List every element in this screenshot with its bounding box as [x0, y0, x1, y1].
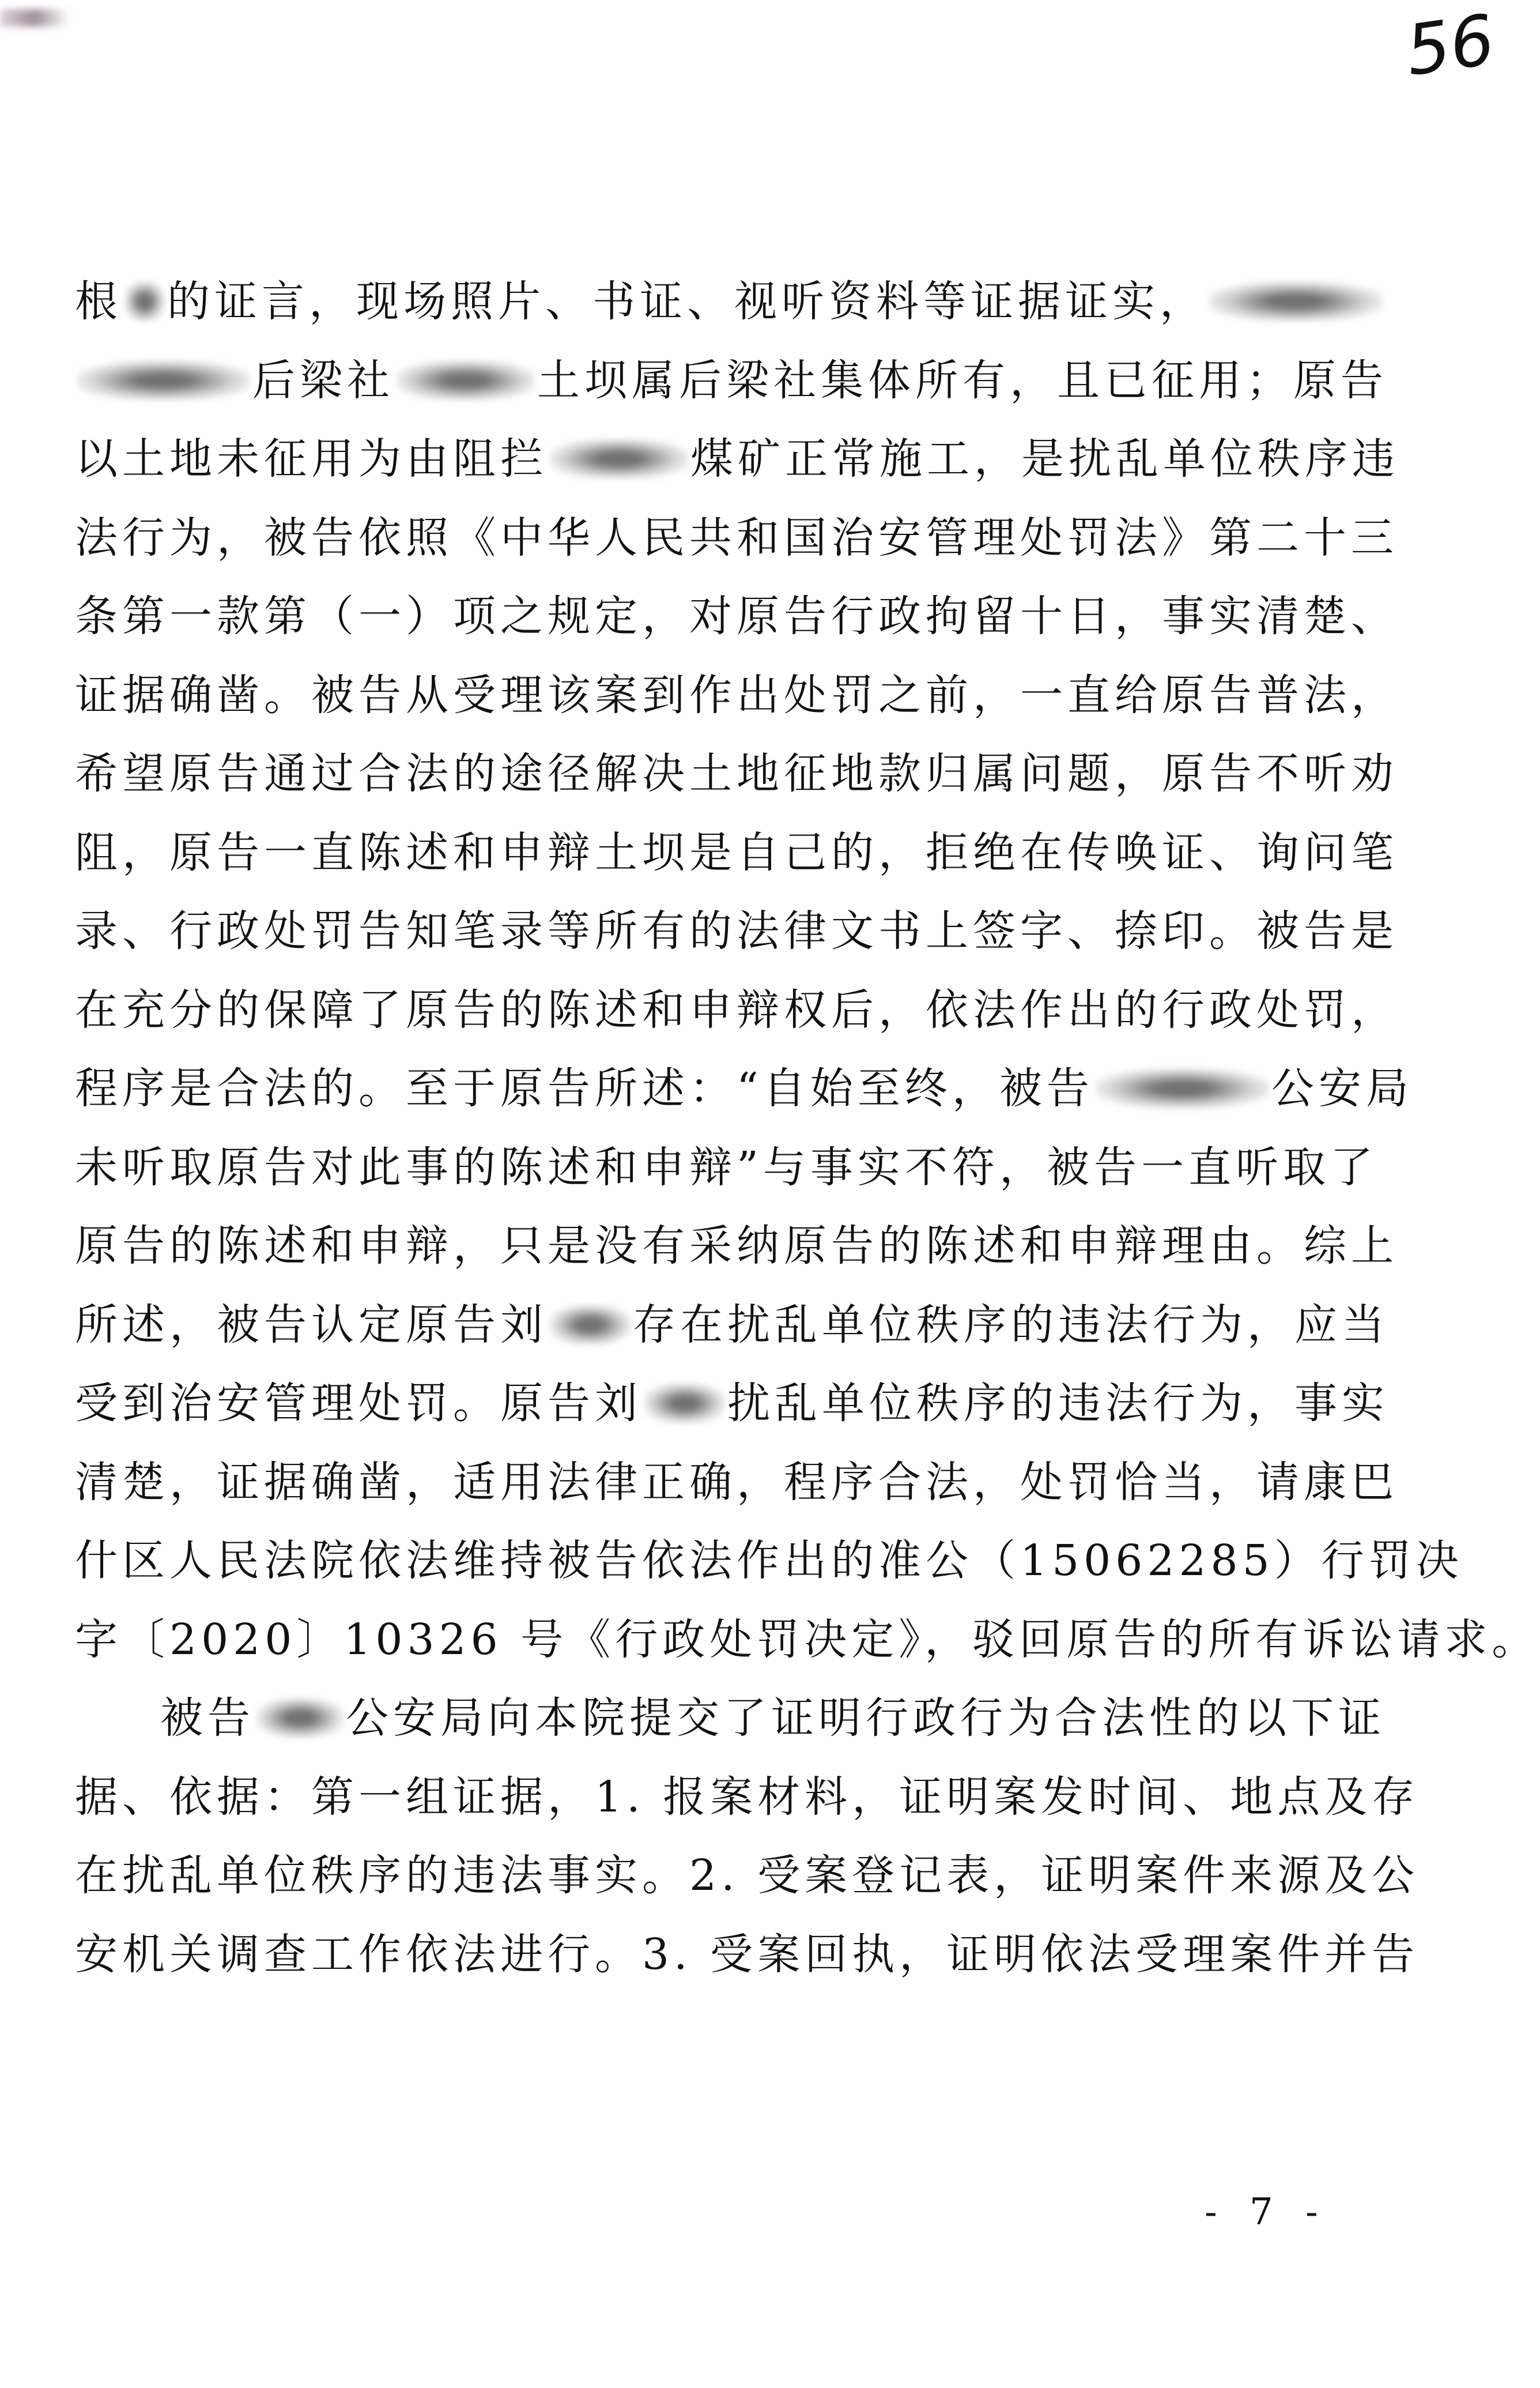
text-span: 公安局向本院提交了证明行政行为合法性的以下证: [346, 1693, 1386, 1743]
text-line: [75, 1364, 1389, 1443]
redacted-name: [550, 1305, 631, 1345]
text-line: 原告的陈述和申辩，只是没有采纳原告的陈述和申辩理由。综上: [75, 1221, 1398, 1271]
text-span: 的证言，现场照片、书证、视听资料等证据证实，: [167, 277, 1207, 326]
text-span: 土坝属后梁社集体所有，且已征用；原告: [537, 355, 1388, 405]
text-line: [75, 341, 1388, 420]
text-line: 字〔2020〕10326 号《行政处罚决定》，驳回原告的所有诉讼请求。: [75, 1614, 1539, 1664]
text-line: 阻，原告一直陈述和申辩土坝是自己的，拒绝在传唤证、询问笔: [75, 827, 1398, 877]
text-line: 在扰乱单位秩序的违法事实。2. 受案登记表，证明案件来源及公: [75, 1851, 1420, 1900]
redacted-name: [124, 281, 165, 322]
text-line: 证据确凿。被告从受理该案到作出处罚之前，一直给原告普法，: [75, 670, 1398, 720]
document-body: [75, 262, 1539, 1994]
text-span: 根: [75, 277, 122, 326]
text-span: 后梁社: [252, 355, 394, 405]
text-span: 以土地未征用为由阻拦: [75, 434, 548, 484]
text-span: 程序是合法的。至于原告所述：“自始至终，被告: [75, 1064, 1094, 1113]
text-span: 公安局: [1271, 1064, 1413, 1113]
redacted-agency: [257, 1698, 344, 1738]
text-line: 法行为，被告依照《中华人民共和国治安管理处罚法》第二十三: [75, 513, 1398, 563]
redacted-location: [1209, 281, 1382, 322]
text-line: 据、依据：第一组证据，1. 报案材料，证明案发时间、地点及存: [75, 1772, 1420, 1822]
text-span: 被告: [160, 1693, 255, 1743]
text-line: 什区人民法院依法维持被告依法作出的准公（15062285）行罚决: [75, 1536, 1463, 1585]
text-line: 清楚，证据确凿，适用法律正确，程序合法，处罚恰当，请康巴: [75, 1457, 1398, 1507]
text-line: 安机关调查工作依法进行。3. 受案回执，证明依法受理案件并告: [75, 1929, 1420, 1979]
text-line: 未听取原告对此事的陈述和申辩”与事实不符，被告一直听取了: [75, 1142, 1377, 1192]
page-number: - 7 -: [1205, 2191, 1328, 2233]
redacted-location: [77, 360, 250, 401]
text-span: 受到治安管理处罚。原告刘: [75, 1378, 642, 1428]
text-line: [75, 420, 1399, 499]
text-line: 录、行政处罚告知笔录等所有的法律文书上签字、捺印。被告是: [75, 906, 1398, 956]
text-line: [75, 1679, 1386, 1758]
text-span: 存在扰乱单位秩序的违法行为，应当: [633, 1300, 1389, 1350]
text-line: 在充分的保障了原告的陈述和申辩权后，依法作出的行政处罚，: [75, 985, 1398, 1035]
scan-artifact: [0, 9, 69, 27]
text-line: [75, 1286, 1389, 1365]
redacted-company: [550, 439, 688, 479]
redacted-location: [397, 360, 535, 401]
text-span: 煤矿正常施工，是扰乱单位秩序违: [690, 434, 1399, 484]
text-line: 条第一款第（一）项之规定，对原告行政拘留十日，事实清楚、: [75, 592, 1398, 641]
text-line: [75, 1049, 1413, 1128]
redacted-name: [644, 1383, 725, 1423]
handwritten-folio-number: 56: [1401, 0, 1500, 92]
text-line: 希望原告通过合法的途径解决土地征地款归属问题，原告不听劝: [75, 749, 1398, 798]
text-span: 所述，被告认定原告刘: [75, 1300, 548, 1350]
text-line: [75, 262, 1377, 341]
redacted-agency: [1096, 1068, 1269, 1109]
text-span: 扰乱单位秩序的违法行为，事实: [727, 1378, 1389, 1428]
